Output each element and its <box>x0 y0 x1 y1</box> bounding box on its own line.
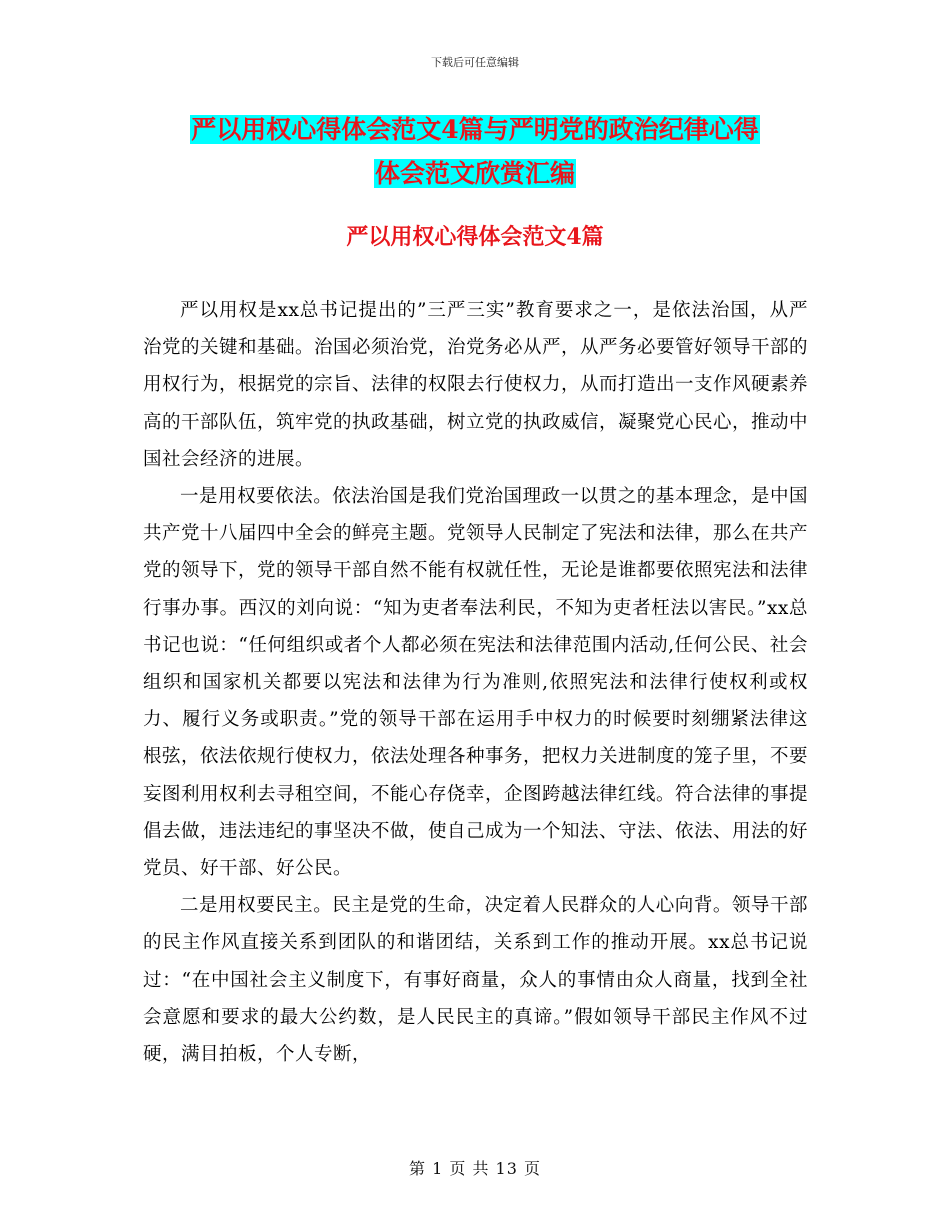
paragraph-1: 严以用权是xx总书记提出的”三严三实”教育要求之一，是依法治国，从严治党的关键和基础。治国必须治党，治党务必从严，从严务必要管好领导干部的用权行为，根据党的宗旨、法律的权限去行使权力，从而打造出一支作风硬素养高的干部队伍，筑牢党的执政基础，树立党的执政威信，凝聚党心民心，推动中国社会经济的进展。 <box>143 300 809 470</box>
section-title: 严以用权心得体会范文4篇 <box>346 224 604 250</box>
document-title-text-2: 体会范文欣赏汇编 <box>374 159 575 188</box>
document-title-line-1 <box>0 112 950 148</box>
document-body <box>143 292 808 1073</box>
page-header-note: 下载后可任意编辑 <box>431 56 519 69</box>
paragraph-2: 一是用权要依法。依法治国是我们党治国理政一以贯之的基本理念，是中国共产党十八届四中全会的鲜亮主题。党领导人民制定了宪法和法律，那么在共产党的领导下，党的领导干部自然不能有权就任性，无论是谁都要依照宪法和法律行事办事。西汉的刘向说：“知为吏者奉法利民，不知为吏者枉法以害民。”xx总书记也说：“任何组织或者个人都必须在宪法和法律范围内活动,任何公民、社会组织和国家机关都要以宪法和法律为行为准则,依照宪法和法律行使权利或权力、履行义务或职责。”党的领导干部在运用手中权力的时候要时刻绷紧法律这根弦，依法依规行使权力，依法处理各种事务，把权力关进制度的笼子里，不要妄图利用权利去寻租空间，不能心存侥幸，企图跨越法律红线。符合法律的事提倡去做，违法违纪的事坚决不做，使自己成为一个知法、守法、依法、用法的好党员、好干部、好公民。 <box>143 486 809 880</box>
page-number-footer: 第 1 页 共 13 页 <box>409 1159 541 1178</box>
document-title-line-2 <box>0 156 950 192</box>
paragraph-3: 二是用权要民主。民主是党的生命，决定着人民群众的人心向背。领导干部的民主作风直接关系到团队的和谐团结，关系到工作的推动开展。xx总书记说过：“在中国社会主义制度下，有事好商量，众人的事情由众人商量，找到全社会意愿和要求的最大公约数，是人民民主的真谛。”假如领导干部民主作风不过硬，满目拍板，个人专断， <box>143 895 808 1066</box>
document-title-text-1: 严以用权心得体会范文4篇与严明党的政治纪律心得 <box>191 115 759 144</box>
